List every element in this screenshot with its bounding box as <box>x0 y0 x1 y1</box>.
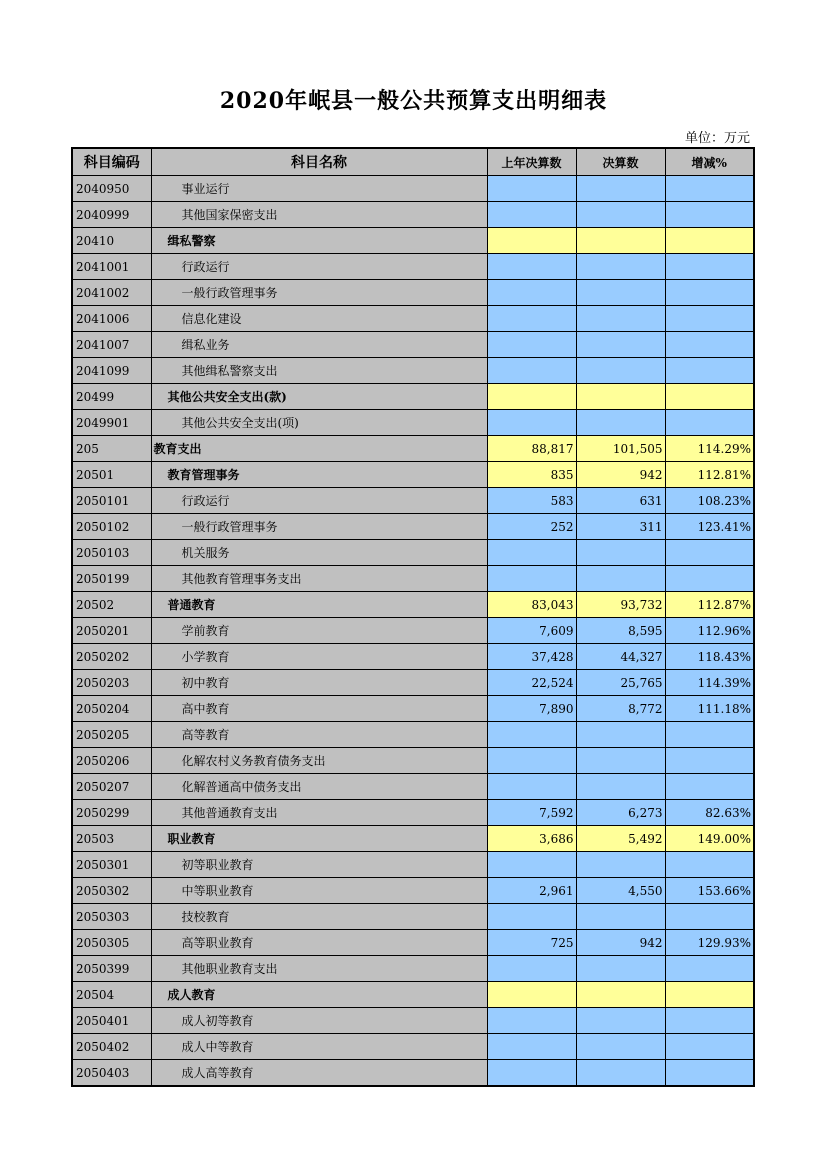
cell-current <box>576 306 665 332</box>
table-row <box>72 852 754 878</box>
cell-current: 44,327 <box>576 644 665 670</box>
table-row <box>72 176 754 202</box>
cell-name: 机关服务 <box>151 540 487 566</box>
table-header-row <box>72 148 754 176</box>
cell-current <box>576 254 665 280</box>
cell-change: 118.43% <box>665 644 754 670</box>
table-row <box>72 670 754 696</box>
cell-code: 2050303 <box>72 904 151 930</box>
table-row <box>72 956 754 982</box>
cell-name: 成人初等教育 <box>151 1008 487 1034</box>
cell-code: 20499 <box>72 384 151 410</box>
table-row <box>72 514 754 540</box>
budget-table <box>71 147 755 1087</box>
cell-prev-year <box>487 1034 576 1060</box>
cell-prev-year: 7,890 <box>487 696 576 722</box>
table-row <box>72 540 754 566</box>
cell-code: 2041007 <box>72 332 151 358</box>
cell-current: 311 <box>576 514 665 540</box>
cell-current <box>576 228 665 254</box>
cell-current: 8,772 <box>576 696 665 722</box>
cell-current <box>576 280 665 306</box>
cell-prev-year <box>487 774 576 800</box>
table-row <box>72 774 754 800</box>
cell-change: 149.00% <box>665 826 754 852</box>
cell-change <box>665 982 754 1008</box>
cell-current: 25,765 <box>576 670 665 696</box>
cell-name: 职业教育 <box>151 826 487 852</box>
cell-change <box>665 176 754 202</box>
cell-prev-year <box>487 384 576 410</box>
header-current: 决算数 <box>576 148 665 176</box>
cell-change: 129.93% <box>665 930 754 956</box>
cell-name: 事业运行 <box>151 176 487 202</box>
cell-current <box>576 540 665 566</box>
cell-prev-year <box>487 332 576 358</box>
cell-change <box>665 332 754 358</box>
cell-name: 初等职业教育 <box>151 852 487 878</box>
cell-current <box>576 1008 665 1034</box>
table-row <box>72 644 754 670</box>
cell-change: 82.63% <box>665 800 754 826</box>
cell-change: 112.81% <box>665 462 754 488</box>
cell-change <box>665 410 754 436</box>
cell-name: 其他职业教育支出 <box>151 956 487 982</box>
cell-name: 其他公共安全支出(项) <box>151 410 487 436</box>
cell-change <box>665 1034 754 1060</box>
cell-prev-year <box>487 228 576 254</box>
table-row <box>72 332 754 358</box>
cell-change <box>665 306 754 332</box>
cell-current <box>576 202 665 228</box>
table-row <box>72 982 754 1008</box>
table-row <box>72 1060 754 1087</box>
cell-name: 化解农村义务教育债务支出 <box>151 748 487 774</box>
cell-name: 行政运行 <box>151 254 487 280</box>
table-row <box>72 722 754 748</box>
cell-code: 2050305 <box>72 930 151 956</box>
cell-change <box>665 540 754 566</box>
cell-name: 一般行政管理事务 <box>151 514 487 540</box>
cell-change: 153.66% <box>665 878 754 904</box>
cell-current: 101,505 <box>576 436 665 462</box>
cell-current: 942 <box>576 930 665 956</box>
cell-change <box>665 566 754 592</box>
table-row <box>72 1008 754 1034</box>
table-row <box>72 748 754 774</box>
cell-prev-year: 252 <box>487 514 576 540</box>
cell-change: 112.96% <box>665 618 754 644</box>
cell-change <box>665 1060 754 1087</box>
cell-prev-year: 7,609 <box>487 618 576 644</box>
cell-name: 化解普通高中债务支出 <box>151 774 487 800</box>
cell-code: 2050207 <box>72 774 151 800</box>
cell-code: 2041002 <box>72 280 151 306</box>
cell-name: 教育管理事务 <box>151 462 487 488</box>
table-row <box>72 1034 754 1060</box>
cell-prev-year: 2,961 <box>487 878 576 904</box>
cell-current: 5,492 <box>576 826 665 852</box>
cell-change <box>665 384 754 410</box>
cell-current <box>576 332 665 358</box>
cell-code: 2050103 <box>72 540 151 566</box>
table-row <box>72 618 754 644</box>
cell-current <box>576 982 665 1008</box>
cell-code: 2050299 <box>72 800 151 826</box>
cell-name: 信息化建设 <box>151 306 487 332</box>
cell-change <box>665 956 754 982</box>
table-row <box>72 384 754 410</box>
cell-name: 行政运行 <box>151 488 487 514</box>
cell-code: 2050202 <box>72 644 151 670</box>
cell-current: 4,550 <box>576 878 665 904</box>
header-change: 增减% <box>665 148 754 176</box>
cell-current: 6,273 <box>576 800 665 826</box>
cell-change: 108.23% <box>665 488 754 514</box>
cell-code: 20502 <box>72 592 151 618</box>
cell-code: 2050102 <box>72 514 151 540</box>
cell-code: 2050201 <box>72 618 151 644</box>
cell-current <box>576 722 665 748</box>
cell-name: 其他国家保密支出 <box>151 202 487 228</box>
cell-code: 2050203 <box>72 670 151 696</box>
cell-prev-year <box>487 358 576 384</box>
cell-prev-year <box>487 852 576 878</box>
cell-name: 教育支出 <box>151 436 487 462</box>
cell-name: 高等职业教育 <box>151 930 487 956</box>
cell-prev-year: 37,428 <box>487 644 576 670</box>
cell-prev-year: 88,817 <box>487 436 576 462</box>
table-row <box>72 826 754 852</box>
cell-prev-year: 83,043 <box>487 592 576 618</box>
cell-current <box>576 410 665 436</box>
table-row <box>72 462 754 488</box>
cell-change: 123.41% <box>665 514 754 540</box>
cell-current: 631 <box>576 488 665 514</box>
cell-prev-year <box>487 1008 576 1034</box>
cell-prev-year <box>487 176 576 202</box>
cell-current <box>576 1060 665 1087</box>
cell-current <box>576 956 665 982</box>
table-row <box>72 306 754 332</box>
cell-prev-year: 725 <box>487 930 576 956</box>
table-row <box>72 566 754 592</box>
table-row <box>72 202 754 228</box>
cell-change: 114.39% <box>665 670 754 696</box>
cell-name: 普通教育 <box>151 592 487 618</box>
cell-current <box>576 748 665 774</box>
cell-name: 学前教育 <box>151 618 487 644</box>
cell-name: 成人高等教育 <box>151 1060 487 1087</box>
cell-name: 其他普通教育支出 <box>151 800 487 826</box>
cell-change: 111.18% <box>665 696 754 722</box>
cell-current <box>576 1034 665 1060</box>
cell-current <box>576 358 665 384</box>
cell-current <box>576 384 665 410</box>
cell-change <box>665 358 754 384</box>
cell-current: 8,595 <box>576 618 665 644</box>
cell-code: 2050302 <box>72 878 151 904</box>
cell-current <box>576 774 665 800</box>
cell-code: 20501 <box>72 462 151 488</box>
cell-current: 942 <box>576 462 665 488</box>
table-row <box>72 800 754 826</box>
cell-name: 其他公共安全支出(款) <box>151 384 487 410</box>
cell-name: 缉私警察 <box>151 228 487 254</box>
cell-prev-year: 7,592 <box>487 800 576 826</box>
table-row <box>72 228 754 254</box>
cell-change <box>665 852 754 878</box>
unit-label: 单位：万元 <box>684 131 750 146</box>
cell-code: 2041099 <box>72 358 151 384</box>
cell-code: 20504 <box>72 982 151 1008</box>
cell-code: 2050403 <box>72 1060 151 1087</box>
cell-code: 205 <box>72 436 151 462</box>
cell-name: 成人中等教育 <box>151 1034 487 1060</box>
cell-prev-year <box>487 306 576 332</box>
cell-name: 小学教育 <box>151 644 487 670</box>
cell-change <box>665 748 754 774</box>
cell-code: 2041001 <box>72 254 151 280</box>
header-name: 科目名称 <box>151 148 487 176</box>
cell-code: 2049901 <box>72 410 151 436</box>
cell-name: 高中教育 <box>151 696 487 722</box>
cell-code: 2050101 <box>72 488 151 514</box>
cell-name: 初中教育 <box>151 670 487 696</box>
cell-prev-year <box>487 566 576 592</box>
cell-change: 112.87% <box>665 592 754 618</box>
cell-prev-year <box>487 956 576 982</box>
header-code: 科目编码 <box>72 148 151 176</box>
cell-code: 20503 <box>72 826 151 852</box>
cell-change <box>665 904 754 930</box>
cell-prev-year <box>487 280 576 306</box>
cell-code: 2050204 <box>72 696 151 722</box>
cell-prev-year: 583 <box>487 488 576 514</box>
cell-change <box>665 202 754 228</box>
cell-code: 2040950 <box>72 176 151 202</box>
cell-change <box>665 280 754 306</box>
table-row <box>72 488 754 514</box>
header-prev-year: 上年决算数 <box>487 148 576 176</box>
cell-prev-year: 3,686 <box>487 826 576 852</box>
cell-prev-year <box>487 748 576 774</box>
cell-prev-year <box>487 410 576 436</box>
page-title: 2020年岷县一般公共预算支出明细表 <box>219 88 608 114</box>
cell-prev-year <box>487 1060 576 1087</box>
cell-code: 2050205 <box>72 722 151 748</box>
cell-current <box>576 566 665 592</box>
cell-code: 2050399 <box>72 956 151 982</box>
cell-name: 技校教育 <box>151 904 487 930</box>
table-row <box>72 904 754 930</box>
cell-name: 成人教育 <box>151 982 487 1008</box>
table-row <box>72 280 754 306</box>
table-row <box>72 878 754 904</box>
cell-current <box>576 852 665 878</box>
cell-prev-year <box>487 722 576 748</box>
cell-name: 高等教育 <box>151 722 487 748</box>
cell-code: 2050402 <box>72 1034 151 1060</box>
cell-code: 2041006 <box>72 306 151 332</box>
cell-current <box>576 904 665 930</box>
cell-prev-year: 835 <box>487 462 576 488</box>
cell-change <box>665 1008 754 1034</box>
cell-name: 其他教育管理事务支出 <box>151 566 487 592</box>
cell-name: 缉私业务 <box>151 332 487 358</box>
cell-prev-year <box>487 540 576 566</box>
cell-code: 2050199 <box>72 566 151 592</box>
cell-code: 2050206 <box>72 748 151 774</box>
cell-prev-year <box>487 202 576 228</box>
cell-name: 一般行政管理事务 <box>151 280 487 306</box>
cell-current <box>576 176 665 202</box>
table-row <box>72 592 754 618</box>
cell-code: 2050301 <box>72 852 151 878</box>
cell-prev-year <box>487 982 576 1008</box>
cell-prev-year: 22,524 <box>487 670 576 696</box>
cell-change <box>665 228 754 254</box>
table-row <box>72 436 754 462</box>
cell-name: 中等职业教育 <box>151 878 487 904</box>
cell-code: 20410 <box>72 228 151 254</box>
table-row <box>72 254 754 280</box>
table-row <box>72 410 754 436</box>
cell-current: 93,732 <box>576 592 665 618</box>
cell-change: 114.29% <box>665 436 754 462</box>
cell-change <box>665 774 754 800</box>
table-row <box>72 930 754 956</box>
cell-change <box>665 722 754 748</box>
cell-name: 其他缉私警察支出 <box>151 358 487 384</box>
table-row <box>72 358 754 384</box>
cell-prev-year <box>487 904 576 930</box>
cell-prev-year <box>487 254 576 280</box>
cell-code: 2040999 <box>72 202 151 228</box>
cell-change <box>665 254 754 280</box>
cell-code: 2050401 <box>72 1008 151 1034</box>
table-row <box>72 696 754 722</box>
